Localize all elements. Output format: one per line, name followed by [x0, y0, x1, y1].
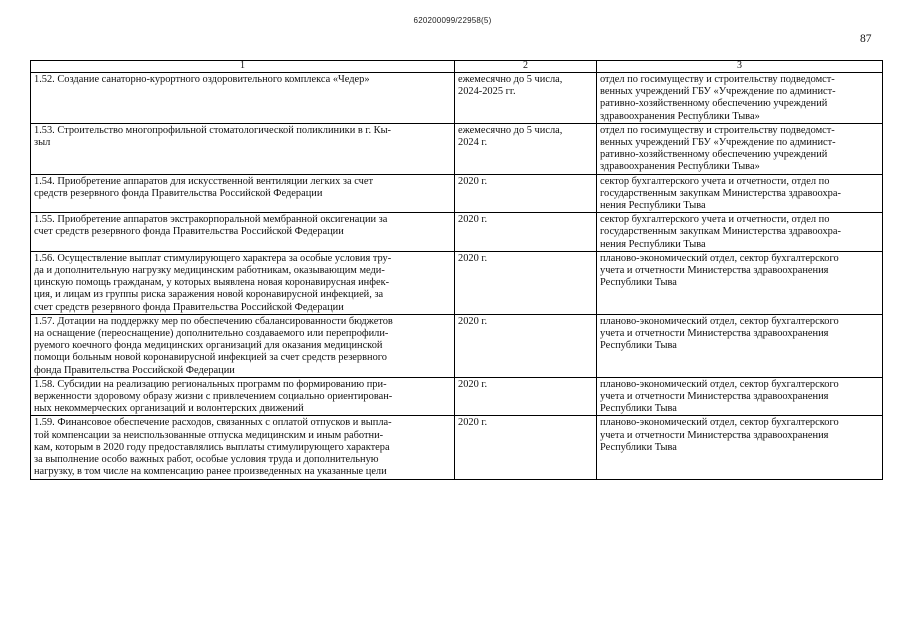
column-header-3: 3 — [597, 61, 883, 73]
item-cell: 1.58. Субсидии на реализацию региональных программ по формированию при- верженности здоровому образу жизни с привлечением социально ориентирован- ных некоммерческих организаций и волонтерских движений — [31, 377, 455, 416]
period-cell: 2020 г. — [455, 251, 597, 314]
responsible-cell: планово-экономический отдел, сектор бухгалтерского учета и отчетности Министерства здравоохранения Республики Тыва — [597, 416, 883, 479]
responsible-cell: сектор бухгалтерского учета и отчетности, отдел по государственным закупкам Министерства здравоохра- нения Республики Тыва — [597, 213, 883, 252]
item-cell: 1.59. Финансовое обеспечение расходов, связанных с оплатой отпусков и выпла- той компенсации за неиспользованные отпуска медицинским и иным работни- кам, которым в 2020 году предоставлялись выплаты стимулирующего характера за выполнение особо важных работ, особые условия труда и дополнительную нагрузку, в том числе на компенсацию ранее произведенных на указанные цели — [31, 416, 455, 479]
table-row — [31, 123, 883, 174]
period-cell: ежемесячно до 5 числа, 2024 г. — [455, 123, 597, 174]
column-header-1: 1 — [31, 61, 455, 73]
responsible-cell: сектор бухгалтерского учета и отчетности, отдел по государственным закупкам Министерства здравоохра- нения Республики Тыва — [597, 174, 883, 213]
page-number: 87 — [860, 33, 872, 45]
table-row — [31, 174, 883, 213]
table-row — [31, 73, 883, 124]
table-row — [31, 314, 883, 377]
table-row — [31, 213, 883, 252]
period-cell: 2020 г. — [455, 174, 597, 213]
item-cell: 1.54. Приобретение аппаратов для искусственной вентиляции легких за счет средств резервного фонда Правительства Российской Федерации — [31, 174, 455, 213]
responsible-cell: отдел по госимуществу и строительству подведомст- венных учреждений ГБУ «Учреждение по админист- ративно-хозяйственному обеспечению учреждений здравоохранения Республики Тыва» — [597, 123, 883, 174]
document-id: 620200099/22958(5) — [413, 16, 492, 25]
period-cell: 2020 г. — [455, 377, 597, 416]
column-header-2: 2 — [455, 61, 597, 73]
item-cell: 1.55. Приобретение аппаратов экстракорпоральной мембранной оксигенации за счет средств резервного фонда Правительства Российской Федерации — [31, 213, 455, 252]
table-row — [31, 251, 883, 314]
item-cell: 1.57. Дотации на поддержку мер по обеспечению сбалансированности бюджетов на оснащение (переоснащение) дополнительно создаваемого или перепрофили- руемого коечного фонда медицинских организаций для оказания медицинской помощи больным новой коронавирусной инфекцией за счет средств резервного фонда Правительства Российской Федерации — [31, 314, 455, 377]
table-row — [31, 377, 883, 416]
responsible-cell: планово-экономический отдел, сектор бухгалтерского учета и отчетности Министерства здравоохранения Республики Тыва — [597, 377, 883, 416]
column-header-row — [31, 61, 883, 73]
item-cell: 1.56. Осуществление выплат стимулирующего характера за особые условия тру- да и дополнительную нагрузку медицинским работникам, оказывающим меди- цинскую помощь гражданам, у которых выявлена новая коронавирусная инфек- ция, и лицам из группы риска заражения новой коронавирусной инфекцией, за счет средств резервного фонда Правительства Российской Федерации — [31, 251, 455, 314]
period-cell: 2020 г. — [455, 213, 597, 252]
item-cell: 1.52. Создание санаторно-курортного оздоровительного комплекса «Чедер» — [31, 73, 455, 124]
responsible-cell: планово-экономический отдел, сектор бухгалтерского учета и отчетности Министерства здравоохранения Республики Тыва — [597, 251, 883, 314]
table-row — [31, 416, 883, 479]
period-cell: ежемесячно до 5 числа, 2024-2025 гг. — [455, 73, 597, 124]
responsible-cell: планово-экономический отдел, сектор бухгалтерского учета и отчетности Министерства здравоохранения Республики Тыва — [597, 314, 883, 377]
responsible-cell: отдел по госимуществу и строительству подведомст- венных учреждений ГБУ «Учреждение по админист- ративно-хозяйственному обеспечению учреждений здравоохранения Республики Тыва» — [597, 73, 883, 124]
period-cell: 2020 г. — [455, 416, 597, 479]
plan-table — [30, 60, 883, 480]
period-cell: 2020 г. — [455, 314, 597, 377]
item-cell: 1.53. Строительство многопрофильной стоматологической поликлиники в г. Кы- зыл — [31, 123, 455, 174]
